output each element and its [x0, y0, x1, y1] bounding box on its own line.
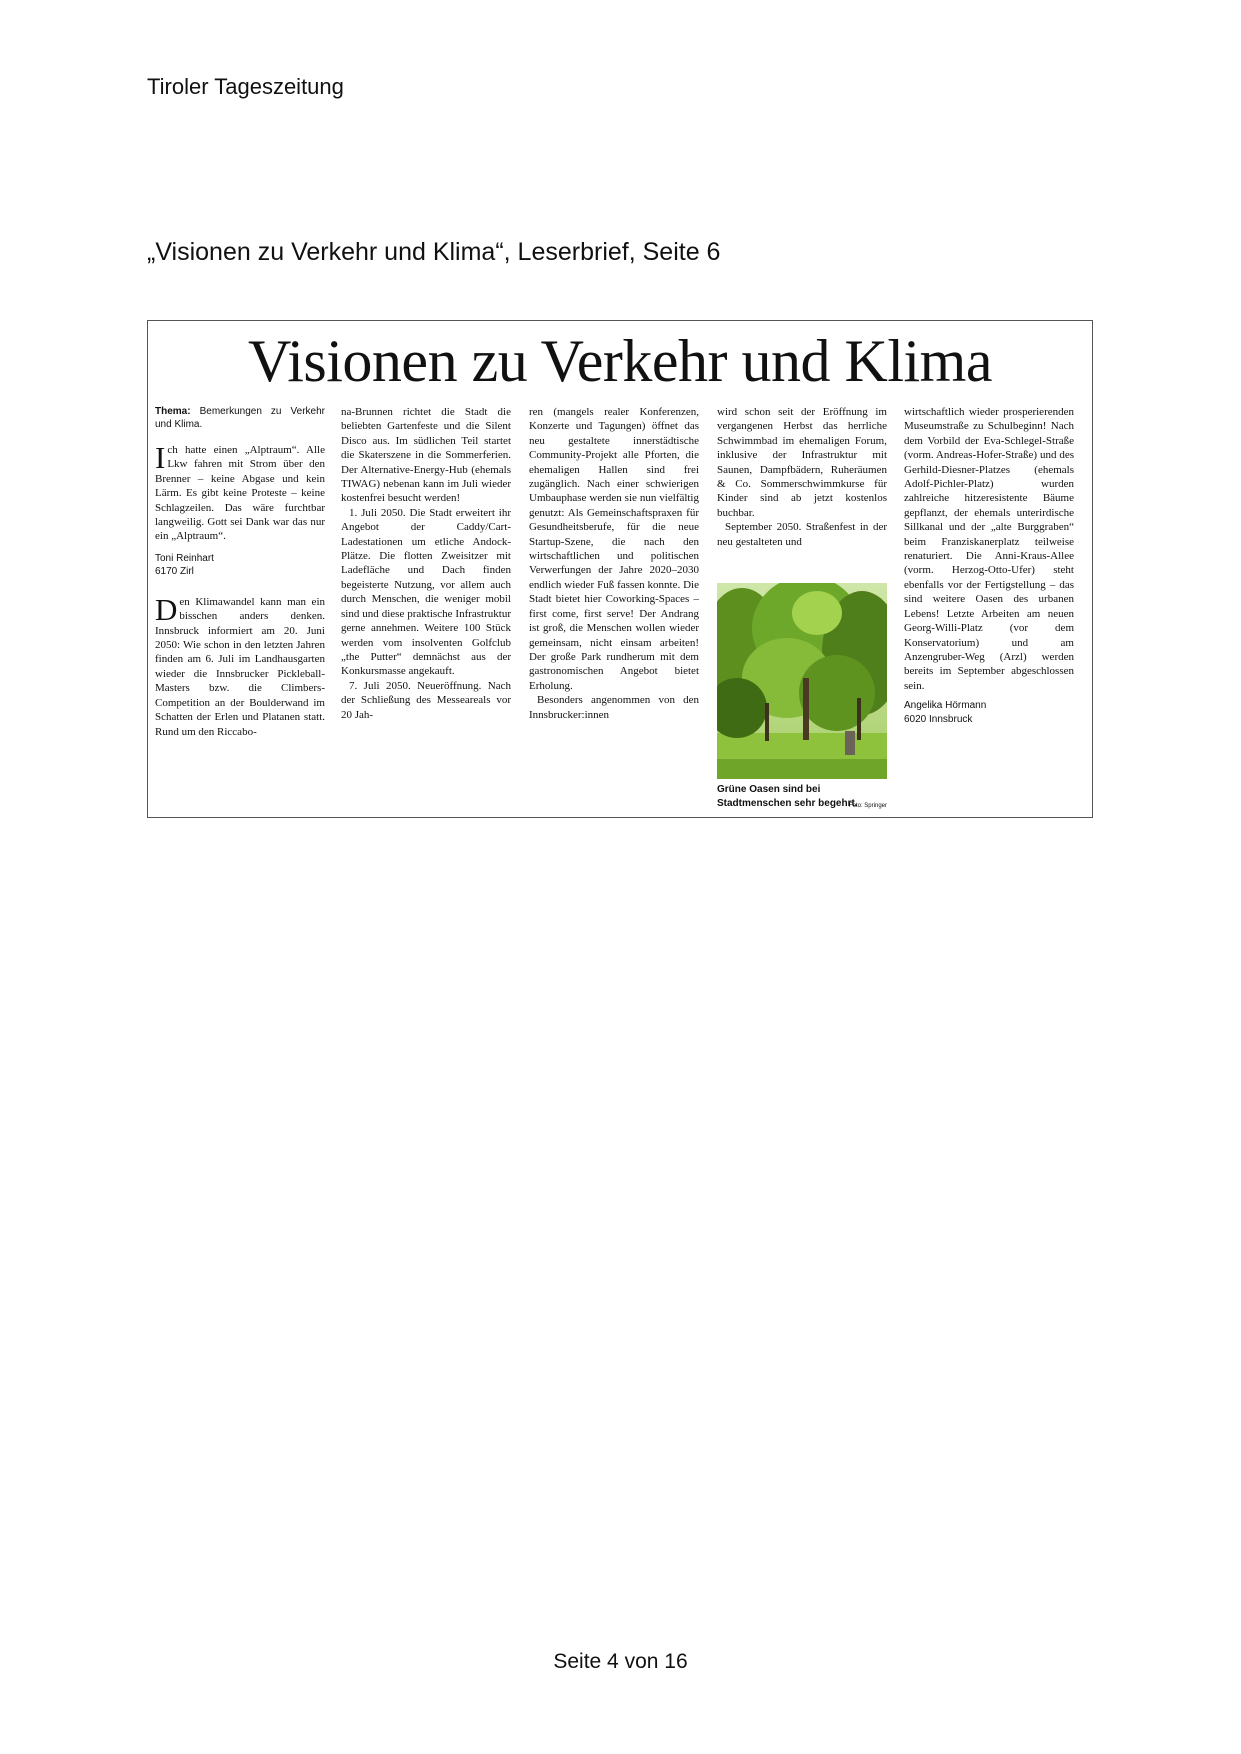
photo-caption	[717, 783, 887, 811]
column-2	[341, 405, 511, 809]
publication-name: Tiroler Tageszeitung	[147, 74, 344, 99]
column-3	[529, 405, 699, 809]
letter2-place: 6020 Innsbruck	[904, 713, 973, 725]
paragraph: wird schon seit der Eröffnung im vergangenen Herbst das herrliche Schwimmbad im ehemaligen Forum, inklusive der Infrastruktur mit Saunen, Dampfbädern, Ruheräumen & Co. Sommerschwimmkurse für Kinder sind ab jetzt kostenlos buchbar.	[717, 406, 887, 519]
drop-cap: D	[155, 591, 178, 627]
paragraph: wirtschaftlich wieder prosperierenden Museumstraße zu Schulbeginn! Nach dem Vorbild der Eva-Schlegel-Straße (vorm. Andreas-Hofer-Straße) und des Gerhild-Diesner-Platzes (ehemals Adolf-Pichler-Platz) wurden zahlreiche hitzeresistente Bäume gepflanzt, der ehemals unterirdische Sillkanal und der „alte Burggraben“ beim Franziskanerplatz teilweise renaturiert. Die Anni-Kraus-Allee (vorm. Herzog-Otto-Ufer) steht ebenfalls vor der Fertigstellung – das sind weitere Oasen des urbanen Lebens! Letzte Arbeiten am neuen Georg-Willi-Platz (vor dem Konservatorium) und am Anzengruber-Weg (Arzl) werden bereits im September abgeschlossen sein.	[904, 406, 1074, 692]
paragraph: Besonders angenommen von den Innsbrucker:innen	[529, 694, 699, 721]
paragraph: 1. Juli 2050. Die Stadt erweitert ihr Angebot der Caddy/Cart-Ladestationen um etliche Andock-Plätze. Die flotten Zweisitzer mit Ladefläche und Dach finden begeisterte Nutzung, vor allem auch durch Menschen, die weniger mobil sind und diese praktische Infrastruktur gerne annehmen. Weitere 100 Stück werden vom insolventen Golfclub „the Putter“ demnächst aus der Konkursmasse angekauft.	[341, 506, 511, 678]
photo-credit: Foto: Springer	[848, 803, 887, 809]
column-5	[904, 405, 1074, 809]
paragraph: ren (mangels realer Konferenzen, Konzerte und Tagungen) öffnet das neu gestaltete innerstädtische Community-Projekt alle Pforten, die ehemaligen Hallen sind frei zugänglich. Nach einer schwierigen Umbauphase werden sie nun vielfältig genutzt: Als Gemeinschaftspraxen für Gesundheitsberufe, für die neue Startup-Szene, die nach den wirtschaftlichen und politischen Verwerfungen der Jahre 2020–2030 endlich wieder Fuß fassen konnte. Die Stadt bietet hier Coworking-Spaces – first come, first serve! Der Andrang ist groß, die Menschen wollen wieder gemeinsam, nicht einsam arbeiten! Der große Park rundherum mit dem gastronomischen Angebot bietet Erholung.	[529, 406, 699, 692]
letter1-author: Toni Reinhart	[155, 552, 214, 564]
paragraph: 7. Juli 2050. Neueröffnung. Nach der Schließung des Messeareals vor 20 Jah-	[341, 679, 511, 721]
article-reference: „Visionen zu Verkehr und Klima“, Leserbrief, Seite 6	[147, 238, 721, 266]
page-number: Seite 4 von 16	[553, 1650, 688, 1673]
letter2-intro	[155, 591, 325, 739]
letter1-body	[155, 440, 325, 544]
caption-text: Grüne Oasen sind bei Stadtmenschen sehr begehrt.	[717, 784, 858, 809]
paragraph: na-Brunnen richtet die Stadt die beliebten Gartenfeste und die Silent Disco aus. Im südlichen Teil startet die Skaterszene in die Sommerferien. Der Alternative-Energy-Hub (ehemals TIWAG) nebenan kann im Juli wieder kostenfrei besucht werden!	[341, 406, 511, 505]
letter2-author: Angelika Hörmann	[904, 700, 987, 712]
paragraph: September 2050. Straßenfest in der neu gestalteten und	[717, 521, 887, 548]
topic-label: Thema:	[155, 406, 191, 417]
column-1	[155, 405, 325, 809]
drop-cap: I	[155, 440, 166, 475]
column-4	[717, 405, 887, 579]
letter1-place: 6170 Zirl	[155, 566, 194, 578]
topic-text: Bemerkungen zu Verkehr und Klima.	[155, 406, 325, 430]
park-trees-photo	[717, 583, 887, 779]
topic-line	[155, 405, 325, 431]
headline: Visionen zu Verkehr und Klima	[248, 328, 992, 394]
letter1-text: ch hatte einen „Alptraum“. Alle Lkw fahren mit Strom über den Brenner – keine Abgase und kein Lärm. Es gibt keine Proteste – keine Schlagzeilen. Das wäre furchtbar langweilig. Gott sei Dank war das nur ein „Alptraum“.	[155, 444, 325, 543]
letter2-text: en Klimawandel kann man ein bisschen anders denken. Innsbruck informiert am 20. Juni 2050: Wie schon in den letzten Jahren finden am 6. Juli im Landhausgarten wieder die Innsbrucker Pickleball-Masters bzw. die Climbers-Competition an der Boulderwand im Schatten der Erlen und Platanen statt. Rund um den Riccabo-	[155, 595, 325, 738]
newspaper-clipping	[147, 320, 1093, 818]
